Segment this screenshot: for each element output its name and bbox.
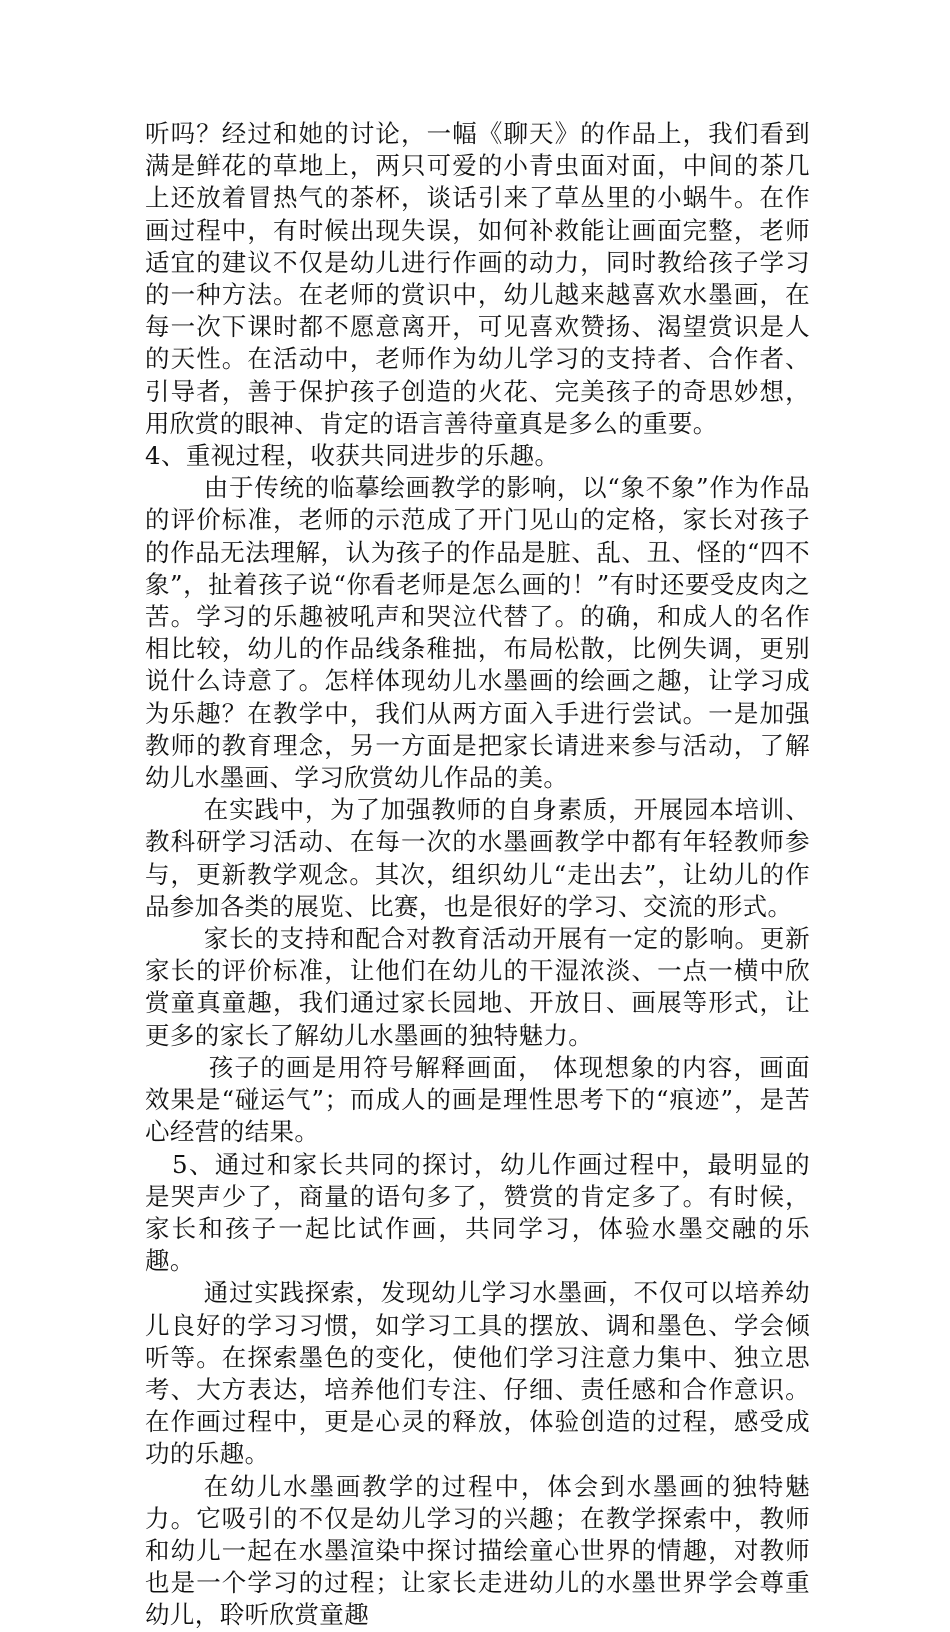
section-heading-5: 5、通过和家长共同的探讨，幼儿作画过程中，最明显的是哭声少了，商量的语句多了，赞赏的肯定多了。有时候，家长和孩子一起比试作画，共同学习，体验水墨交融的乐趣。 bbox=[145, 1149, 810, 1276]
paragraph-teacher-practice: 在实践中，为了加强教师的自身素质，开展园本培训、教科研学习活动、在每一次的水墨画教学中都有年轻教师参与，更新教学观念。其次，组织幼儿“走出去”，让幼儿的作品参加各类的展览、比赛，也是很好的学习、交流的形式。 bbox=[145, 795, 810, 921]
paragraph-child-vs-adult: 孩子的画是用符号解释画面， 体现想象的内容，画面效果是“碰运气”；而成人的画是理性思考下的“痕迹”，是苦心经营的结果。 bbox=[145, 1052, 810, 1147]
section-heading-4: 4、重视过程，收获共同进步的乐趣。 bbox=[145, 441, 560, 471]
paragraph-continuation: 听吗？经过和她的讨论，一幅《聊天》的作品上，我们看到满是鲜花的草地上，两只可爱的小青虫面对面，中间的茶几上还放着冒热气的茶杯，谈话引来了草丛里的小蜗牛。在作画过程中，有时候出现失误，如何补救能让画面完整，老师适宜的建议不仅是幼儿进行作画的动力，同时教给孩子学习的一种方法。在老师的赏识中，幼儿越来越喜欢水墨画，在每一次下课时都不愿意离开，可见喜欢赞扬、渴望赏识是人的天性。在活动中，老师作为幼儿学习的支持者、合作者、引导者，善于保护孩子创造的火花、完美孩子的奇思妙想，用欣赏的眼神、肯定的语言善待童真是多么的重要。 bbox=[145, 119, 810, 438]
paragraph-traditional-teaching: 由于传统的临摹绘画教学的影响，以“象不象”作为作品的评价标准，老师的示范成了开门见山的定格，家长对孩子的作品无法理解，认为孩子的作品是脏、乱、丑、怪的“四不象”，扯着孩子说“你看老师是怎么画的！”有时还要受皮肉之苦。学习的乐趣被吼声和哭泣代替了。的确，和成人的名作相比较，幼儿的作品线条稚拙，布局松散，比例失调，更别说什么诗意了。怎样体现幼儿水墨画的绘画之趣，让学习成为乐趣？在教学中，我们从两方面入手进行尝试。一是加强教师的教育理念，另一方面是把家长请进来参与活动，了解幼儿水墨画、学习欣赏幼儿作品的美。 bbox=[145, 473, 810, 793]
paragraph-practice-exploration: 通过实践探索，发现幼儿学习水墨画，不仅可以培养幼儿良好的学习习惯，如学习工具的摆放、调和墨色、学会倾听等。在探索墨色的变化，使他们学习注意力集中、独立思考、大方表达，培养他们专注、仔细、责任感和合作意识。在作画过程中，更是心灵的释放，体验创造的过程，感受成功的乐趣。 bbox=[145, 1278, 810, 1469]
paragraph-conclusion: 在幼儿水墨画教学的过程中，体会到水墨画的独特魅力。它吸引的不仅是幼儿学习的兴趣；在教学探索中，教师和幼儿一起在水墨渲染中探讨描绘童心世界的情趣，对教师也是一个学习的过程；让家长走进幼儿的水墨世界学会尊重幼儿，聆听欣赏童趣 bbox=[145, 1471, 810, 1630]
paragraph-parent-support: 家长的支持和配合对教育活动开展有一定的影响。更新家长的评价标准，让他们在幼儿的干湿浓淡、一点一横中欣赏童真童趣，我们通过家长园地、开放日、画展等形式，让更多的家长了解幼儿水墨画的独特魅力。 bbox=[145, 924, 810, 1050]
